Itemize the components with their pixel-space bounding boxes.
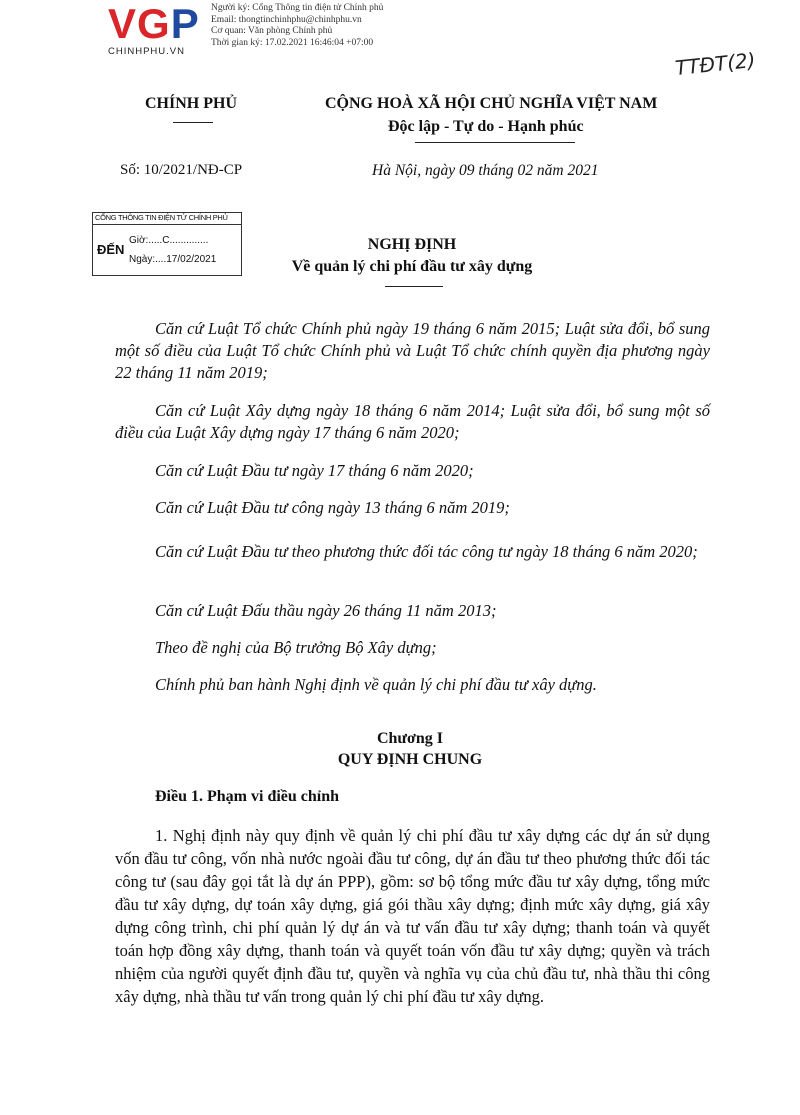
- chapter-number: Chương I: [376, 730, 444, 747]
- digital-signature-info: [211, 3, 383, 49]
- preamble-paragraph: Căn cứ Luật Đầu tư ngày 17 tháng 6 năm 2020;: [155, 461, 474, 480]
- nation-motto: Độc lập - Tự do - Hạnh phúc: [388, 118, 584, 135]
- stamp-divider: [93, 224, 241, 225]
- preamble-paragraph: Căn cứ Luật Đầu tư theo phương thức đối tác công tư ngày 18 tháng 6 năm 2020;: [155, 542, 698, 561]
- stamp-header: CỔNG THÔNG TIN ĐIỆN TỬ CHÍNH PHỦ: [95, 213, 228, 222]
- issuer-name: CHÍNH PHỦ: [145, 95, 237, 112]
- signature-line: Thời gian ký: 17.02.2021 16:46:04 +07:00: [211, 37, 374, 48]
- article-clause: 1. Nghị định này quy định về quản lý chi phí đầu tư xây dựng các dự án sử dụng vốn đầu tư công, vốn nhà nước ngoài đầu tư công, dự án đầu tư theo phương thức đối tác công tư (sau đây gọi tắt là dự án PPP), gồm: sơ bộ tổng mức đầu tư xây dựng, tổng mức đầu tư xây dựng, dự toán xây dựng, giá gói thầu xây dựng; định mức xây dựng, giá xây dựng công trình, chi phí quản lý dự án và tư vấn đầu tư xây dựng; thanh toán và quyết toán hợp đồng xây dựng, thanh toán và quyết toán vốn đầu tư xây dựng; quyền và trách nhiệm của người quyết định đầu tư, quyền và nghĩa vụ của chủ đầu tư, nhà thầu thi công xây dựng, nhà thầu tư vấn trong quản lý chi phí đầu tư xây dựng.: [115, 826, 710, 1006]
- stamp-time: Giờ:.....C..............: [129, 235, 209, 246]
- document-type: NGHỊ ĐỊNH: [367, 236, 457, 253]
- vgp-logo: [108, 2, 218, 58]
- nation-title: CỘNG HOÀ XÃ HỘI CHỦ NGHĨA VIỆT NAM: [325, 95, 658, 112]
- document-subject: Về quản lý chi phí đầu tư xây dựng: [291, 258, 533, 275]
- subject-underline: [385, 286, 443, 287]
- logo-letters: [108, 2, 200, 46]
- preamble-paragraph: Căn cứ Luật Đấu thầu ngày 26 tháng 11 năm 2013;: [155, 601, 497, 620]
- stamp-date: Ngày:....17/02/2021: [129, 254, 217, 265]
- article-title: Điều 1. Phạm vi điều chỉnh: [155, 788, 340, 805]
- signature-line: Người ký: Cổng Thông tin điện tử Chính phủ: [211, 3, 384, 13]
- stamp-label: ĐẾN: [97, 242, 125, 257]
- document-number: Số: 10/2021/NĐ-CP: [120, 162, 243, 178]
- logo-letter-v: V: [108, 0, 138, 47]
- logo-letter-g: G: [137, 0, 171, 47]
- preamble-paragraph: Căn cứ Luật Xây dựng ngày 18 tháng 6 năm 2014; Luật sửa đổi, bổ sung một số điều của Luật Xây dựng ngày 17 tháng 6 năm 2020;: [115, 401, 710, 442]
- signature-line: Cơ quan: Văn phòng Chính phủ: [211, 26, 333, 36]
- place-date: Hà Nội, ngày 09 tháng 02 năm 2021: [372, 162, 599, 179]
- preamble-paragraph: Căn cứ Luật Tổ chức Chính phủ ngày 19 tháng 6 năm 2015; Luật sửa đổi, bổ sung một số điều của Luật Tổ chức Chính phủ và Luật Tổ chức chính quyền địa phương ngày 22 tháng 11 năm 2019;: [115, 319, 710, 382]
- preamble-paragraph: Căn cứ Luật Đầu tư công ngày 13 tháng 6 năm 2019;: [155, 498, 510, 517]
- preamble-paragraph: Theo đề nghị của Bộ trưởng Bộ Xây dựng;: [155, 638, 437, 657]
- logo-subtitle: CHINHPHU.VN: [108, 46, 185, 57]
- handwritten-note: TTĐT(2): [673, 47, 757, 81]
- chapter-title: QUY ĐỊNH CHUNG: [337, 751, 483, 768]
- signature-line: Email: thongtinchinhphu@chinhphu.vn: [211, 14, 362, 25]
- preamble-paragraph: Chính phủ ban hành Nghị định về quản lý chi phí đầu tư xây dựng.: [155, 675, 597, 694]
- logo-letter-p: P: [170, 0, 200, 47]
- motto-underline: [415, 142, 575, 143]
- issuer-underline: [173, 122, 213, 123]
